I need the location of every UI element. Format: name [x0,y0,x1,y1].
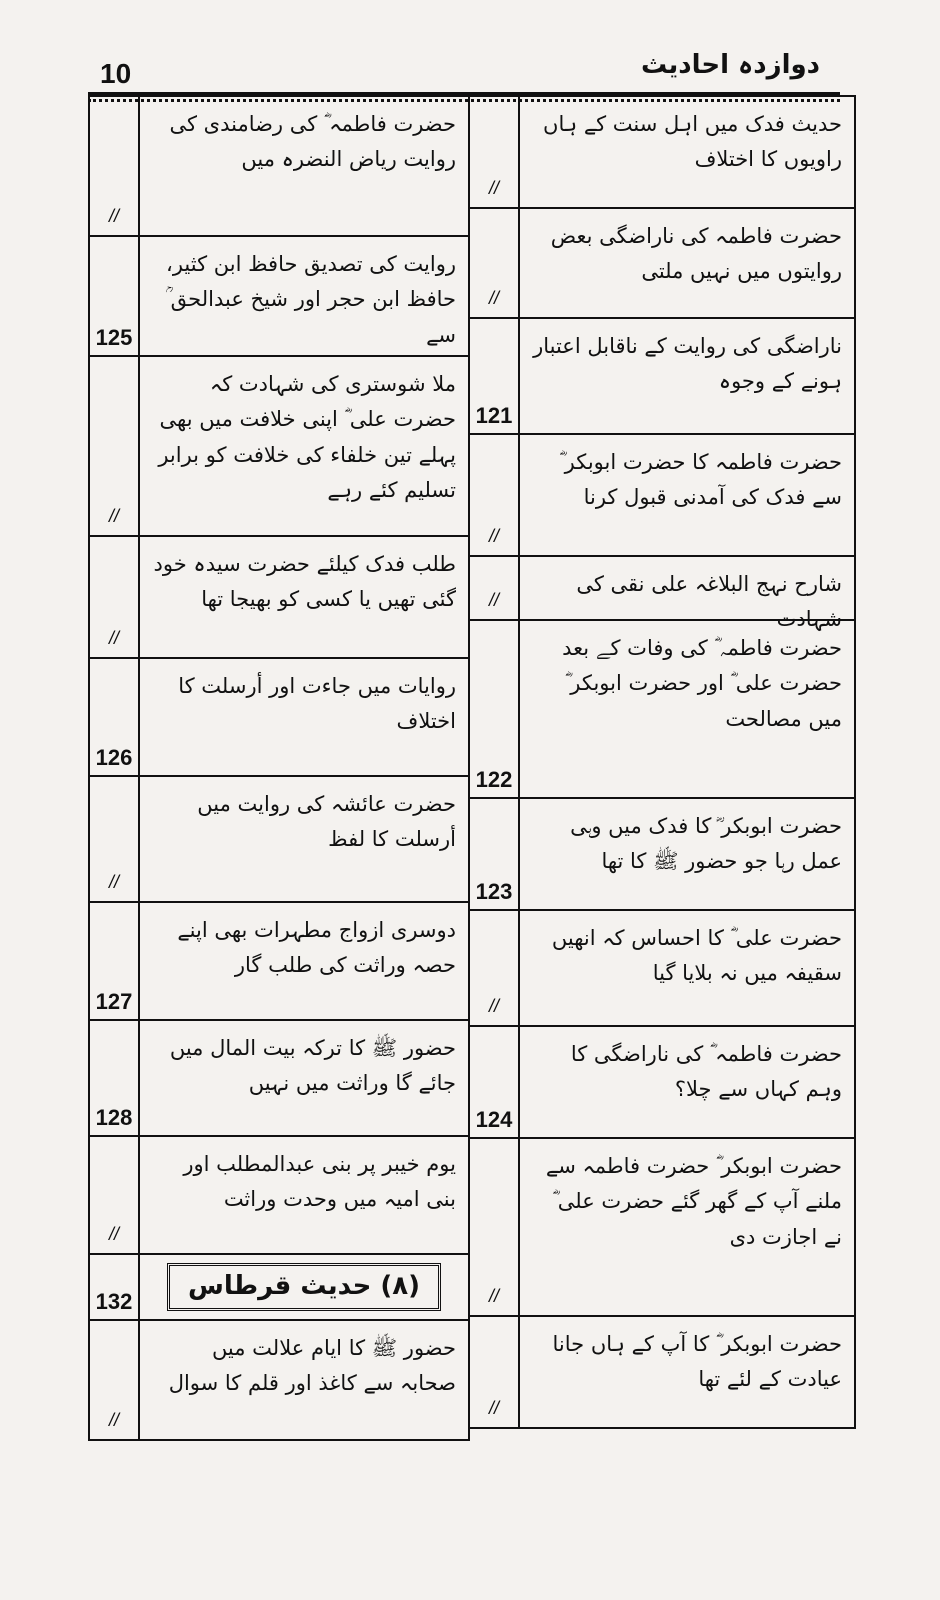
topic-cell: حضرت ابوبکر ؓ کا فدک میں وہی عمل رہا جو حضور ﷺ کا تھا [570,814,842,874]
topic-cell: روایات میں جاءت اور أرسلت کا اختلاف [178,674,456,734]
page-ref-cell [90,659,140,775]
topic-cell: حضرت فاطمہ ؓ کی ناراضگی کا وہم کہاں سے چلا؟ [570,1042,842,1102]
page-ref: // [108,206,119,226]
table-row [88,537,470,659]
table-row [88,357,470,537]
table-row [468,1027,856,1139]
topic-cell: حضرت علی ؓ کا احساس کہ انھیں سقیفہ میں نہ بلایا گیا [551,926,842,986]
topic-cell: حضرت عائشہ کی روایت میں أرسلت کا لفظ [197,792,456,852]
table-row [88,777,470,903]
table-row [88,659,470,777]
page-ref-cell [470,621,520,797]
page-ref: // [488,288,499,308]
table-row [88,1021,470,1137]
page-ref: // [488,1398,499,1418]
page-ref-cell [90,537,140,657]
section-heading-cell [140,1255,468,1319]
section-heading: (۸) حدیث قرطاس [167,1263,441,1311]
page-ref-cell [470,435,520,555]
page-ref: // [488,996,499,1016]
page-ref: // [488,178,499,198]
page-ref: // [108,872,119,892]
page-ref: 123 [475,879,513,904]
table-row [468,1139,856,1317]
page-ref: 122 [475,767,513,792]
page-ref-cell [470,1139,520,1315]
section-heading-row [88,1255,470,1321]
page-ref-cell [470,1027,520,1137]
topic-cell: روایت کی تصدیق حافظ ابن کثیر، حافظ ابن حجر اور شیخ عبدالحق ؒ سے [165,252,456,347]
page-ref-cell [470,97,520,207]
page-ref-cell [470,209,520,317]
page-ref: 132 [95,1289,133,1314]
topic-cell: ملا شوستری کی شہادت کہ حضرت علی ؓ اپنی خلافت میں بھی پہلے تین خلفاء کی خلافت کو برابر تسلیم کئے رہے [158,372,456,502]
topic-cell: یوم خیبر پر بنی عبدالمطلب اور بنی امیہ میں وحدت وراثت [183,1152,456,1212]
page-ref-cell [470,557,520,619]
table-row [88,1321,470,1441]
page-ref-cell [90,1137,140,1253]
table-row [468,557,856,632]
topic-cell: حضور ﷺ کا ایام علالت میں صحابہ سے کاغذ اور قلم کا سوال [168,1336,456,1396]
page-ref-cell [90,1021,140,1135]
page-ref: // [108,1224,119,1244]
topic-cell: حضرت فاطمہ ؓ کی وفات کے بعد حضرت علی ؓ اور حضرت ابوبکر ؓ میں مصالحت [562,636,842,731]
table-row [468,1317,856,1429]
page-ref-cell [90,237,140,355]
topic-cell: حضرت ابوبکر ؓ کا آپ کے ہاں جانا عیادت کے لئے تھا [552,1332,842,1392]
page-ref-cell [90,1255,140,1319]
page-ref: // [108,1410,119,1430]
page-ref-cell [470,319,520,433]
page-ref: // [488,590,499,610]
topic-cell: حضرت ابوبکر ؓ حضرت فاطمہ سے ملنے آپ کے گھر گئے حضرت علی ؓ نے اجازت دی [545,1154,842,1249]
page-number: 10 [100,58,132,89]
page-ref: 124 [475,1107,513,1132]
table-row [468,95,856,209]
page-ref-cell [90,903,140,1019]
table-row [88,1137,470,1255]
table-row [468,621,856,799]
topic-cell: دوسری ازواج مطہرات بھی اپنے حصہ وراثت کی طلب گار [177,918,456,978]
page-ref: 128 [95,1105,133,1130]
page-ref: // [488,526,499,546]
topic-cell: ناراضگی کی روایت کے ناقابل اعتبار ہونے کے وجوہ [533,334,842,394]
page-ref: // [108,628,119,648]
topic-cell: حضور ﷺ کا ترکہ بیت المال میں جائے گا وراثت میں نہیں [169,1036,456,1096]
page-ref: 126 [95,745,133,770]
table-row [468,911,856,1027]
page-ref-cell [90,97,140,235]
topic-cell: طلب فدک کیلئے حضرت سیدہ خود گئی تھیں یا کسی کو بھیجا تھا [153,552,456,612]
page-ref-cell [470,1317,520,1427]
page-ref-cell [90,1321,140,1439]
book-title: دوازدہ احادیث [640,50,820,80]
table-row [468,209,856,319]
page-ref: 121 [475,403,513,428]
topic-cell: حضرت فاطمہ کا حضرت ابوبکر ؓ سے فدک کی آمدنی قبول کرنا [559,450,842,510]
page-ref: // [488,1286,499,1306]
page-ref-cell [90,777,140,901]
topic-cell: حدیث فدک میں اہل سنت کے ہاں راویوں کا اختلاف [543,112,842,172]
page-ref-cell [90,357,140,535]
table-row [468,435,856,557]
topic-cell: حضرت فاطمہ کی ناراضگی بعض روایتوں میں نہیں ملتی [550,224,842,284]
table-row [88,95,470,237]
table-row [468,799,856,911]
topic-cell: حضرت فاطمہ ؓ کی رضامندی کی روایت ریاض النضرہ میں [169,112,456,172]
page-ref-cell [470,911,520,1025]
topic-cell: شارح نہج البلاغہ علی نقی کی شہادت [576,572,842,632]
table-row [88,903,470,1021]
table-row [468,319,856,435]
page-ref: 125 [95,325,133,350]
table-row [88,237,470,357]
page-ref: 127 [95,989,133,1014]
page-ref: // [108,506,119,526]
page-ref-cell [470,799,520,909]
